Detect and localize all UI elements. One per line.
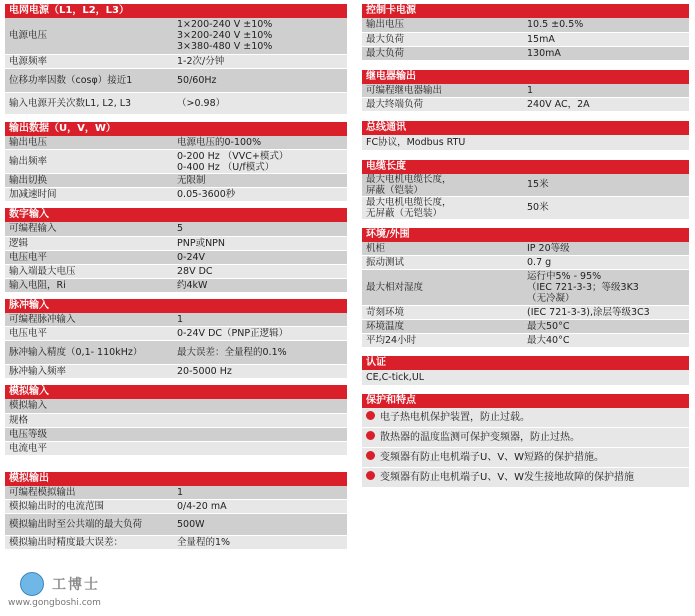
spec-row bbox=[5, 413, 347, 427]
spec-label-line: 规格 bbox=[9, 414, 29, 426]
spec-value-line: 0-400 Hz （U/f模式） bbox=[177, 161, 275, 173]
spec-label-line: 最大电机电缆长度， bbox=[366, 196, 452, 208]
spec-label bbox=[5, 365, 173, 379]
spec-row bbox=[5, 278, 347, 292]
spec-value-line: 3×380-480 V ±10% bbox=[177, 41, 273, 53]
section-pulse bbox=[5, 299, 347, 380]
watermark-logo bbox=[8, 572, 148, 612]
spec-label-line: 可编程脉冲输入 bbox=[9, 313, 76, 325]
section-title: 继电器输出 bbox=[362, 70, 689, 84]
spec-value bbox=[523, 270, 689, 306]
robot-mascot-icon bbox=[20, 572, 44, 596]
spec-value-line: 0.7 g bbox=[527, 257, 552, 268]
spec-value-line: 240V AC，2A bbox=[527, 99, 590, 110]
spec-table bbox=[5, 18, 347, 115]
spec-label-line: 电源电压 bbox=[9, 30, 48, 42]
spec-value bbox=[523, 320, 689, 334]
spec-value-line: 50米 bbox=[527, 202, 549, 213]
spec-label-line: 输入端最大电压 bbox=[9, 265, 76, 277]
spec-row bbox=[5, 54, 347, 68]
feature-text: 变频器有防止电机端子U、V、W短路的保护措施。 bbox=[380, 451, 605, 463]
spec-row bbox=[5, 136, 347, 150]
spec-label bbox=[5, 18, 173, 54]
spec-row bbox=[5, 313, 347, 327]
spec-value-line: 约4kW bbox=[177, 279, 208, 291]
spec-value bbox=[173, 150, 347, 174]
bullet-icon bbox=[366, 451, 375, 460]
spec-label bbox=[5, 68, 173, 92]
spec-label bbox=[5, 441, 173, 455]
spec-label-line: 电压电平 bbox=[9, 251, 48, 263]
section-analog_in bbox=[5, 385, 347, 456]
feature-text: 电子热电机保护装置，防止过载。 bbox=[380, 411, 530, 423]
spec-value bbox=[523, 306, 689, 320]
spec-label-line: 电压电平 bbox=[9, 328, 48, 339]
spec-value bbox=[173, 365, 347, 379]
section-title: 总线通讯 bbox=[362, 121, 689, 135]
feature-item bbox=[362, 448, 689, 468]
spec-label-line: 最大终端负荷 bbox=[366, 99, 424, 110]
spec-label-line: 可编程输入 bbox=[9, 223, 57, 235]
spec-row bbox=[362, 174, 689, 197]
spec-row bbox=[5, 150, 347, 174]
spec-value bbox=[173, 264, 347, 278]
spec-value-line: IP 20等级 bbox=[527, 242, 570, 254]
section-output bbox=[5, 122, 347, 203]
section-title: 数字输入 bbox=[5, 208, 347, 222]
spec-row bbox=[5, 365, 347, 379]
spec-value-line: 50/60Hz bbox=[177, 74, 217, 86]
spec-value-line: (IEC 721-3-3),涂层等级3C3 bbox=[527, 307, 650, 318]
spec-table bbox=[5, 313, 347, 380]
spec-label-line: 电源频率 bbox=[9, 55, 48, 67]
spec-table bbox=[362, 18, 689, 61]
section-title: 脉冲输入 bbox=[5, 299, 347, 313]
spec-value-line: （IEC 721-3-3；等级3K3 bbox=[527, 282, 639, 293]
spec-value-line: 电源电压的0-100% bbox=[177, 136, 262, 148]
spec-row bbox=[5, 427, 347, 441]
section-title: 环境/外围 bbox=[362, 228, 689, 242]
watermark-url: www.gongboshi.com bbox=[8, 598, 101, 608]
spec-row bbox=[362, 370, 689, 385]
spec-value-line: 最大50°C bbox=[527, 321, 570, 332]
spec-value-line: 0-24V bbox=[177, 251, 206, 263]
spec-value-line: 3×200-240 V ±10% bbox=[177, 30, 273, 42]
spec-value-line: 1-2次/分钟 bbox=[177, 55, 225, 67]
spec-value: CE,C-tick,UL bbox=[362, 370, 689, 385]
spec-label-line: 加减速时间 bbox=[9, 189, 57, 200]
spec-table bbox=[5, 136, 347, 203]
spec-label-line: 输入电源开关次数L1, L2, L3 bbox=[9, 97, 132, 109]
spec-value-line: 0/4-20 mA bbox=[177, 501, 227, 512]
section-title: 认证 bbox=[362, 356, 689, 370]
spec-label-line: 最大负荷 bbox=[366, 47, 405, 59]
spec-value-line: 无限制 bbox=[177, 175, 206, 186]
spec-value bbox=[523, 18, 689, 32]
spec-row bbox=[362, 306, 689, 320]
spec-row bbox=[5, 222, 347, 236]
spec-value-line: 10.5 ±0.5% bbox=[527, 19, 584, 31]
section-control_card bbox=[362, 4, 689, 61]
spec-label-line: 电流电平 bbox=[9, 442, 48, 454]
spec-row bbox=[5, 536, 347, 550]
spec-label-line: 模拟输出时的电流范围 bbox=[9, 501, 105, 512]
spec-label bbox=[5, 514, 173, 536]
spec-row bbox=[362, 135, 689, 150]
spec-row bbox=[362, 32, 689, 46]
spec-row bbox=[362, 270, 689, 306]
spec-row bbox=[362, 84, 689, 98]
spec-value-line: 130mA bbox=[527, 47, 561, 59]
spec-label bbox=[5, 92, 173, 114]
spec-value bbox=[173, 313, 347, 327]
spec-row bbox=[5, 514, 347, 536]
spec-row bbox=[5, 399, 347, 413]
spec-value-line: 0-24V DC（PNP正逻辑） bbox=[177, 328, 289, 339]
spec-value-line: 最大40°C bbox=[527, 335, 570, 346]
spec-value: FC协议，Modbus RTU bbox=[362, 135, 689, 150]
spec-label-line: 平均24小时 bbox=[366, 335, 417, 346]
feature-text: 散热器的温度监测可保护变频器，防止过热。 bbox=[380, 431, 580, 443]
section-cert bbox=[362, 356, 689, 386]
spec-value bbox=[523, 174, 689, 197]
spec-label-line: 可编程继电器输出 bbox=[366, 84, 443, 96]
spec-row bbox=[5, 486, 347, 500]
feature-item bbox=[362, 408, 689, 428]
spec-label bbox=[362, 46, 523, 60]
spec-label bbox=[362, 196, 523, 219]
spec-label-line: 最大相对湿度 bbox=[366, 282, 424, 293]
spec-label bbox=[362, 32, 523, 46]
spec-label bbox=[362, 256, 523, 270]
spec-value bbox=[173, 500, 347, 514]
spec-row bbox=[5, 327, 347, 341]
spec-table bbox=[5, 222, 347, 293]
spec-label-line: 输出切换 bbox=[9, 175, 48, 186]
spec-label-line: 苛刻环境 bbox=[366, 307, 405, 318]
spec-label-line: 输入电阻，Ri bbox=[9, 279, 66, 291]
spec-label bbox=[5, 313, 173, 327]
spec-label-line: 模拟输出时精度最大误差： bbox=[9, 537, 124, 548]
spec-value bbox=[523, 84, 689, 98]
spec-table bbox=[362, 135, 689, 151]
spec-value bbox=[173, 68, 347, 92]
spec-row bbox=[362, 46, 689, 60]
spec-label-line: 输出电压 bbox=[9, 136, 48, 148]
section-cable bbox=[362, 160, 689, 220]
spec-label-line: 模拟输入 bbox=[9, 400, 48, 412]
spec-value-line: 5 bbox=[177, 223, 184, 235]
spec-label bbox=[5, 536, 173, 550]
spec-label-line: 可编程模拟输出 bbox=[9, 486, 76, 498]
spec-row bbox=[5, 92, 347, 114]
spec-label bbox=[362, 270, 523, 306]
spec-label bbox=[5, 236, 173, 250]
spec-value-line: （无冷凝） bbox=[527, 293, 575, 304]
spec-value bbox=[173, 536, 347, 550]
spec-value-line: 1 bbox=[177, 313, 184, 325]
section-env bbox=[362, 228, 689, 349]
spec-value bbox=[523, 334, 689, 348]
spec-row bbox=[362, 334, 689, 348]
feature-item bbox=[362, 468, 689, 488]
spec-row bbox=[5, 250, 347, 264]
spec-value bbox=[523, 256, 689, 270]
spec-label bbox=[5, 222, 173, 236]
spec-value bbox=[523, 32, 689, 46]
spec-row bbox=[5, 18, 347, 54]
spec-table bbox=[362, 242, 689, 349]
spec-value bbox=[173, 250, 347, 264]
spec-value bbox=[173, 278, 347, 292]
section-title: 模拟输入 bbox=[5, 385, 347, 399]
left-column bbox=[5, 4, 347, 550]
spec-row bbox=[362, 98, 689, 112]
spec-label bbox=[5, 136, 173, 150]
spec-label-line: 环境温度 bbox=[366, 321, 405, 332]
spec-value bbox=[173, 222, 347, 236]
spec-table bbox=[362, 84, 689, 113]
spec-row bbox=[5, 68, 347, 92]
spec-row bbox=[362, 242, 689, 256]
spec-row bbox=[5, 174, 347, 188]
spec-value bbox=[173, 399, 347, 413]
spec-value-line: 500W bbox=[177, 519, 205, 530]
spec-value-line: 全量程的1% bbox=[177, 537, 231, 548]
spec-value bbox=[173, 18, 347, 54]
spec-label bbox=[5, 399, 173, 413]
spec-label-line: 输出电压 bbox=[366, 19, 405, 31]
section-bus bbox=[362, 121, 689, 151]
spec-table bbox=[362, 370, 689, 386]
spec-value-line: 20-5000 Hz bbox=[177, 366, 232, 377]
spec-label bbox=[362, 320, 523, 334]
spec-label-line: 无屏蔽（无铠装） bbox=[366, 207, 443, 219]
spec-value-line: 1 bbox=[527, 84, 534, 96]
spec-value-line: 1 bbox=[177, 486, 184, 498]
spec-label-line: 脉冲输入频率 bbox=[9, 366, 67, 377]
spec-label bbox=[362, 174, 523, 197]
section-protect bbox=[362, 394, 689, 488]
spec-row bbox=[5, 441, 347, 455]
section-analog_out bbox=[5, 472, 347, 551]
section-digital bbox=[5, 208, 347, 293]
spec-value-line: 28V DC bbox=[177, 265, 213, 277]
spec-label-line: 位移功率因数（cosφ）接近1 bbox=[9, 74, 133, 86]
spec-row bbox=[5, 236, 347, 250]
spec-label-line: 机柜 bbox=[366, 242, 386, 254]
spec-label bbox=[5, 54, 173, 68]
spec-value bbox=[173, 341, 347, 365]
spec-label-line: 电压等级 bbox=[9, 428, 48, 440]
spec-row bbox=[362, 256, 689, 270]
spec-value bbox=[523, 242, 689, 256]
spec-row bbox=[5, 264, 347, 278]
spec-row bbox=[5, 188, 347, 202]
spec-label bbox=[5, 264, 173, 278]
spec-table bbox=[362, 174, 689, 220]
section-title: 电网电源（L1，L2，L3） bbox=[5, 4, 347, 18]
spec-value-line: PNP或NPN bbox=[177, 237, 226, 249]
spec-label bbox=[5, 413, 173, 427]
spec-label bbox=[5, 486, 173, 500]
spec-value bbox=[173, 514, 347, 536]
section-title: 模拟输出 bbox=[5, 472, 347, 486]
spec-table bbox=[5, 399, 347, 456]
spec-value bbox=[173, 327, 347, 341]
spec-value bbox=[523, 98, 689, 112]
spec-value bbox=[173, 413, 347, 427]
spec-label bbox=[362, 242, 523, 256]
watermark-brand: 工博士 bbox=[52, 577, 100, 593]
spec-label-line: 振动测试 bbox=[366, 257, 405, 268]
spec-label-line: 逻辑 bbox=[9, 237, 29, 249]
bullet-icon bbox=[366, 431, 375, 440]
spec-value-line: （>0.98） bbox=[177, 97, 226, 109]
spec-label bbox=[5, 327, 173, 341]
spec-value-line: 15mA bbox=[527, 33, 555, 45]
spec-label bbox=[5, 278, 173, 292]
spec-label bbox=[5, 250, 173, 264]
spec-row bbox=[362, 196, 689, 219]
section-relay bbox=[362, 70, 689, 113]
spec-row bbox=[362, 18, 689, 32]
section-title: 电缆长度 bbox=[362, 160, 689, 174]
spec-label bbox=[5, 427, 173, 441]
spec-label bbox=[362, 84, 523, 98]
bullet-icon bbox=[366, 411, 375, 420]
spec-value bbox=[173, 92, 347, 114]
section-power bbox=[5, 4, 347, 115]
spec-value bbox=[173, 441, 347, 455]
spec-label-line: 输出频率 bbox=[9, 156, 48, 167]
spec-value bbox=[173, 188, 347, 202]
spec-value bbox=[173, 174, 347, 188]
spec-row bbox=[5, 500, 347, 514]
spec-label bbox=[5, 500, 173, 514]
section-title: 输出数据（U，V，W） bbox=[5, 122, 347, 136]
spec-label bbox=[362, 18, 523, 32]
spec-label bbox=[5, 150, 173, 174]
spec-label-line: 屏蔽（铠装） bbox=[366, 184, 424, 196]
spec-value bbox=[523, 46, 689, 60]
spec-value bbox=[173, 136, 347, 150]
spec-label-line: 最大电机电缆长度， bbox=[366, 173, 452, 185]
section-title: 保护和特点 bbox=[362, 394, 689, 408]
spec-value-line: 0.05-3600秒 bbox=[177, 189, 236, 200]
spec-value-line: 最大误差：全量程的0.1% bbox=[177, 347, 287, 358]
spec-value-line: 运行中5% - 95% bbox=[527, 271, 602, 282]
spec-label bbox=[5, 341, 173, 365]
spec-table bbox=[5, 486, 347, 551]
spec-label-line: 脉冲输入精度（0,1- 110kHz） bbox=[9, 347, 143, 358]
spec-label bbox=[362, 334, 523, 348]
spec-label-line: 模拟输出时至公共端的最大负荷 bbox=[9, 519, 143, 530]
spec-row bbox=[362, 320, 689, 334]
feature-text: 变频器有防止电机端子U、V、W发生接地故障的保护措施 bbox=[380, 471, 635, 483]
spec-value-line: 1×200-240 V ±10% bbox=[177, 19, 273, 31]
feature-item bbox=[362, 428, 689, 448]
spec-value-line: 0-200 Hz （VVC+模式） bbox=[177, 150, 289, 162]
spec-value bbox=[173, 236, 347, 250]
section-title: 控制卡电源 bbox=[362, 4, 689, 18]
spec-label bbox=[362, 98, 523, 112]
spec-label-line: 最大负荷 bbox=[366, 33, 405, 45]
spec-row bbox=[5, 341, 347, 365]
spec-label bbox=[5, 174, 173, 188]
spec-label bbox=[362, 306, 523, 320]
spec-value bbox=[173, 54, 347, 68]
spec-value-line: 15米 bbox=[527, 179, 549, 190]
right-column bbox=[362, 4, 689, 488]
spec-value bbox=[173, 427, 347, 441]
spec-value bbox=[173, 486, 347, 500]
spec-label bbox=[5, 188, 173, 202]
bullet-icon bbox=[366, 471, 375, 480]
spec-value bbox=[523, 196, 689, 219]
